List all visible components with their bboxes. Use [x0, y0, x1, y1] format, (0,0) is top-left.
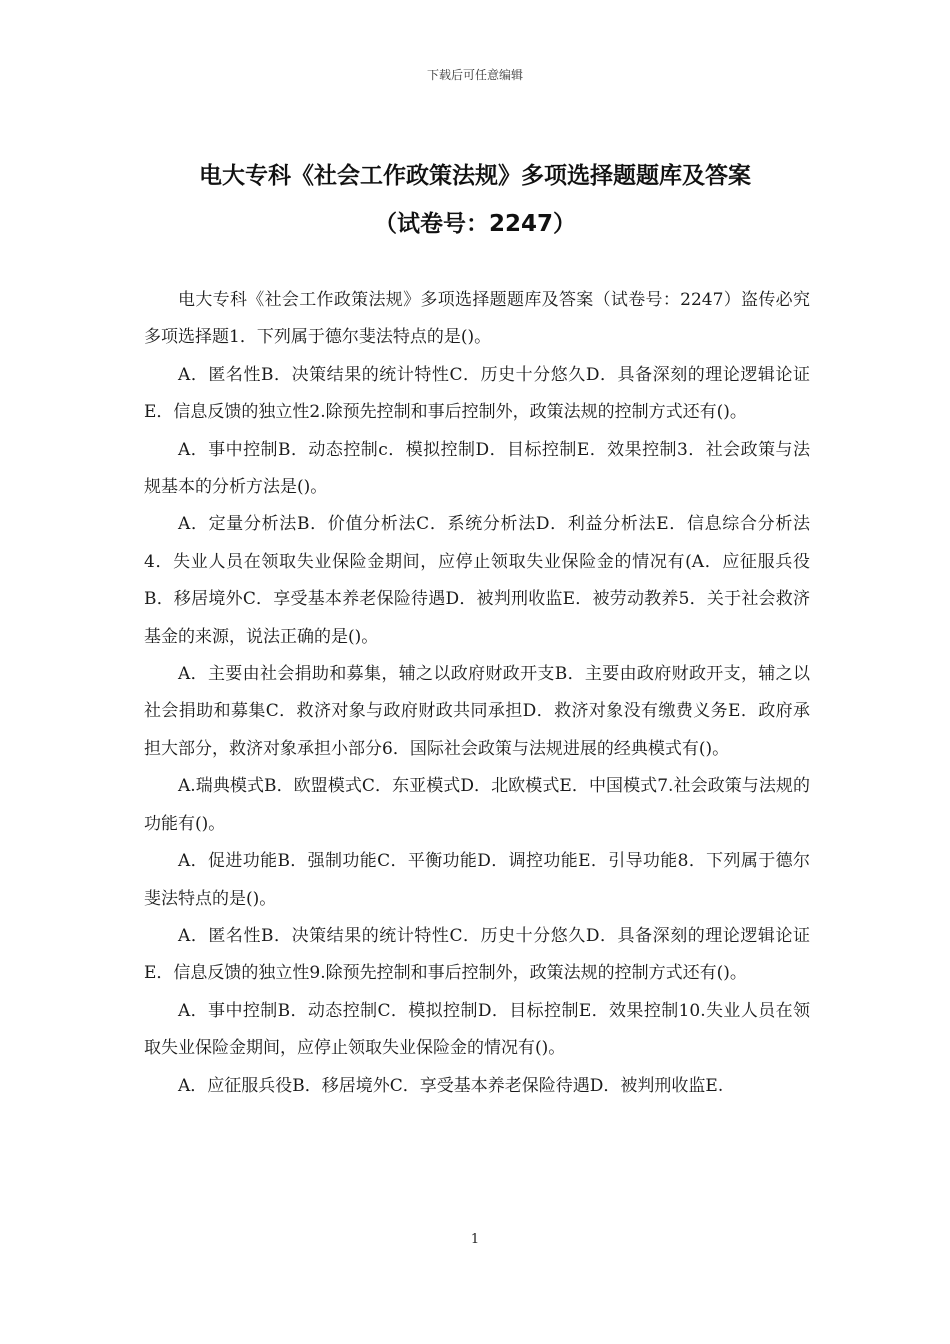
- paragraph: A.瑞典模式B．欧盟模式C．东亚模式D．北欧模式E．中国模式7.社会政策与法规的功能有()。: [144, 776, 810, 834]
- document-title: [0, 152, 950, 248]
- document-body: [144, 282, 810, 1105]
- paragraph: A．定量分析法B．价值分析法C．系统分析法D．利益分析法E．信息综合分析法4．失业人员在领取失业保险金期间，应停止领取失业保险金的情况有(A．应征服兵役B．移居境外C．享受基本养老保险待遇D．被判刑收监E．被劳动教养5．关于社会救济基金的来源，说法正确的是()。: [144, 514, 810, 647]
- paragraph: A．事中控制B．动态控制C．模拟控制D．目标控制E．效果控制10.失业人员在领取失业保险金期间，应停止领取失业保险金的情况有()。: [144, 1000, 810, 1059]
- page-number: 1: [470, 1232, 480, 1247]
- paragraph: A．匿名性B．决策结果的统计特性C．历史十分悠久D．具备深刻的理论逻辑论证E．信息反馈的独立性2.除预先控制和事后控制外，政策法规的控制方式还有()。: [144, 364, 810, 423]
- paragraph: A．匿名性B．决策结果的统计特性C．历史十分悠久D．具备深刻的理论逻辑论证E．信息反馈的独立性9.除预先控制和事后控制外，政策法规的控制方式还有()。: [144, 925, 810, 984]
- paragraph: 电大专科《社会工作政策法规》多项选择题题库及答案（试卷号：2247）盗传必究多项选择题1．下列属于德尔斐法特点的是()。: [144, 290, 810, 348]
- header-note: 下载后可任意编辑: [426, 68, 523, 82]
- title-line-2: （试卷号：2247）: [373, 211, 576, 237]
- title-line-1: 电大专科《社会工作政策法规》多项选择题题库及答案: [199, 163, 751, 189]
- paragraph: A．应征服兵役B．移居境外C．享受基本养老保险待遇D．被判刑收监E.: [178, 1075, 724, 1096]
- paragraph: A．主要由社会捐助和募集，辅之以政府财政开支B．主要由政府财政开支，辅之以社会捐助和募集C．救济对象与政府财政共同承担D．救济对象没有缴费义务E．政府承担大部分，救济对象承担小部分6．国际社会政策与法规进展的经典模式有()。: [144, 664, 810, 759]
- paragraph: A．事中控制B．动态控制c．模拟控制D．目标控制E．效果控制3．社会政策与法规基本的分析方法是()。: [144, 439, 810, 498]
- paragraph: A．促进功能B．强制功能C．平衡功能D．调控功能E．引导功能8．下列属于德尔斐法特点的是()。: [144, 851, 810, 909]
